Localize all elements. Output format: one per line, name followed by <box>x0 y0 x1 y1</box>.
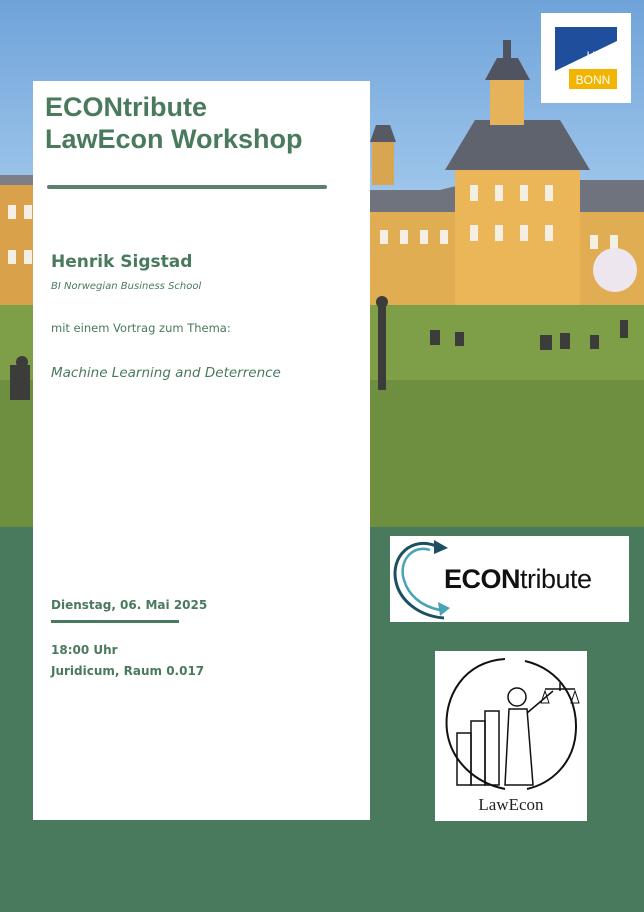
uni-bonn-logo-mark <box>541 13 631 103</box>
lawecon-logo <box>435 651 587 821</box>
talk-title: Machine Learning and Deterrence <box>51 365 281 381</box>
title-line-2: LawEcon Workshop <box>45 124 303 154</box>
uni-bonn-logo-bottom: BONN <box>575 73 611 87</box>
uni-bonn-logo-top: UNI <box>586 49 608 63</box>
econtribute-arc-icon <box>390 536 450 622</box>
event-date: Dienstag, 06. Mai 2025 <box>51 598 208 612</box>
econtribute-wordmark-regular: tribute <box>520 564 592 594</box>
event-location: Juridicum, Raum 0.017 <box>51 664 205 678</box>
info-card <box>33 81 370 820</box>
title-divider <box>47 185 327 189</box>
lawecon-wordmark: LawEcon <box>478 795 544 814</box>
justice-scales-icon <box>435 651 587 796</box>
event-time: 18:00 Uhr <box>51 643 118 657</box>
talk-intro: mit einem Vortrag zum Thema: <box>51 321 231 335</box>
econtribute-wordmark-bold: ECON <box>444 564 521 594</box>
econtribute-wordmark <box>444 564 592 595</box>
speaker-affiliation: BI Norwegian Business School <box>51 281 202 292</box>
uni-bonn-logo <box>541 13 631 103</box>
date-divider <box>51 620 179 623</box>
speaker-name: Henrik Sigstad <box>51 252 193 272</box>
workshop-title <box>45 91 365 155</box>
econtribute-logo <box>390 536 629 622</box>
title-line-1: ECONtribute <box>45 92 207 122</box>
